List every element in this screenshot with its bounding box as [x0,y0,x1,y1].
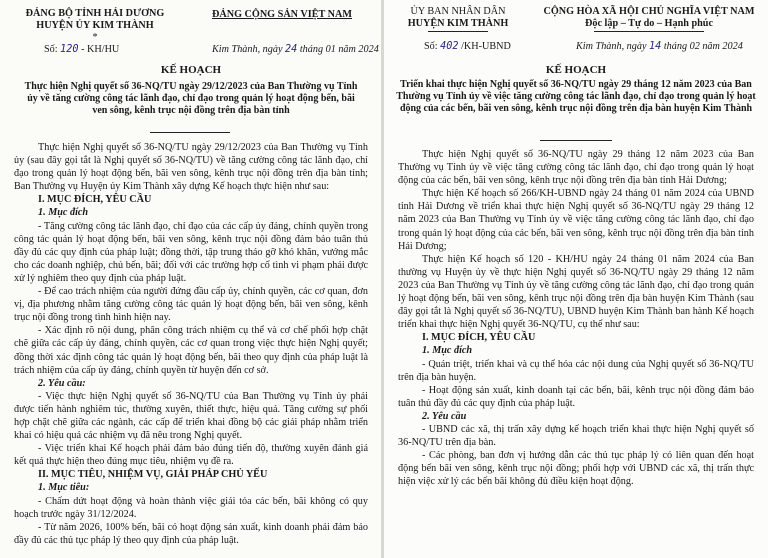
right-paragraph-8: - UBND các xã, thị trấn xây dựng kế hoạch triển khai thực hiện Nghị quyết số 36-NQ/TU trên địa bàn. [398,423,754,449]
right-nation-line1: CỘNG HÒA XÃ HỘI CHỦ NGHĨA VIỆT NAM [543,6,755,17]
right-body [398,148,754,488]
left-paragraph-5: - Xác định rõ nội dung, phân công trách nhiệm cụ thể và cơ chế phối hợp chặt chẽ giữa các cấp ủy đảng, chính quyền, các cơ quan trong việc thực hiện Nghị quyết; đồng thời xác định công tác quản lý hoạt động bến, bãi theo quy định của pháp luật là trách nhiệm của cấp ủy đảng, chính quyền từ huyện đến cơ sở. [14,325,368,376]
left-party-name: ĐẢNG CỘNG SẢN VIỆT NAM [212,9,352,20]
left-paragraph-12: - Từ năm 2026, 100% bến, bãi có hoạt động sản xuất, kinh doanh phải đảm bảo đầy đủ các thủ tục pháp lý theo quy định của pháp luật. [14,521,368,546]
right-paragraph-7: 2. Yêu cầu [422,410,467,422]
right-date-day: 14 [649,41,662,52]
left-date-prefix: Kim Thành, ngày [212,44,283,55]
right-agency-line2: HUYỆN KIM THÀNH [407,17,509,29]
right-doc-type: KẾ HOẠCH [545,64,607,76]
left-agency-block [20,8,170,43]
right-date-prefix: Kim Thành, ngày [576,41,647,52]
left-paragraph-11: - Chấm dứt hoạt động và hoàn thành việc giải tỏa các bến, bãi không có quy hoạch trước ngày 31/12/2024. [14,495,368,520]
left-paragraph-0: Thực hiện Nghị quyết số 36-NQ/TU ngày 29/12/2023 của Ban Thường vụ Tỉnh ủy (sau đây gọi tắt là Nghị quyết số 36-NQ/TU) về tăng cường công tác lãnh đạo, chỉ đạo trong quản lý hoạt động bến, bãi ven sông, kênh trục nội đồng trên địa bàn tỉnh; Ban Thường vụ Huyện ủy Kim Thành xây dựng Kế hoạch thực hiện như sau: [14,142,368,193]
left-agency-line1: ĐẢNG BỘ TỈNH HẢI DƯƠNG [25,8,165,19]
right-doc-no-handwritten: 402 [440,41,459,52]
left-doc-no-handwritten: 120 [60,44,79,55]
right-date-suffix: tháng 02 năm 2024 [663,41,743,52]
right-subtitle: Triển khai thực hiện Nghị quyết số 36-NQ/TU ngày 29 tháng 12 năm 2023 của Ban Thường vụ Tỉnh ủy về việc tăng cường công tác lãnh đạo, chỉ đạo trong quản lý hoạt động của các bến, bãi ven sông, kênh trục nội đồng trên địa bàn huyện Kim Thành [396,79,756,114]
left-paragraph-10: 1. Mục tiêu: [38,482,90,494]
left-paragraph-3: - Tăng cường công tác lãnh đạo, chỉ đạo của các cấp ủy đảng, chính quyền trong công tác quản lý hoạt động bến, bãi ven sông, kênh trục nội đồng đảm bảo tuân thủ đầy đủ các quy định của pháp luật; đồng thời, tập trung tháo gỡ khó khăn, vướng mắc cho các doanh nghiệp, chủ bến, bãi; đối với các trường hợp cố tình vi phạm phải được xử lý nghiêm theo quy định của pháp luật. [14,220,368,284]
right-paragraph-9: - Các phòng, ban đơn vị hướng dẫn các thủ tục pháp lý có liên quan đến hoạt động bến bãi ven sông, kênh trục nội đồng; phối hợp với UBND các xã, thị trấn thực hiện việc xử lý các bến bãi không đủ điều kiện hoạt động. [398,450,754,488]
left-star: * [92,31,98,43]
right-paragraph-4: 1. Mục đích [422,345,473,357]
right-nation-rule [594,31,704,32]
right-date [576,41,743,52]
left-body [14,141,368,547]
right-paragraph-2: Thực hiện Kế hoạch số 120 - KH/HU ngày 24 tháng 01 năm 2024 của Ban thường vụ Huyện ủy về thực hiện Nghị quyết số 36-NQ/TU ngày 29 tháng 12 năm 2023 của Ban Thường vụ Tỉnh ủy về tăng cường công tác lãnh đạo, chỉ đạo trong quản lý hoạt động bến, bãi ven sông, kênh trục nội đồng trên địa bàn huyện Kim Thành (sau đây gọi tắt là Nghị quyết số 36-NQ/TU), UBND huyện Kim Thành ban hành Kế hoạch triển khai thực hiện Nghị quyết 36-NQ/TU, cụ thể như sau: [398,253,754,331]
left-subtitle-rule [150,132,230,133]
left-paragraph-6: 2. Yêu cầu: [38,377,86,389]
left-paragraph-7: - Việc thực hiện Nghị quyết số 36-NQ/TU của Ban Thường vụ Tỉnh ủy phải được tiến hành nghiêm túc, thường xuyên, thiết thực, hiệu quả. Tăng cường sự phối hợp chặt chẽ giữa các ngành, các cấp để triển khai đồng bộ các giải pháp nhằm triển khai có hiệu quả các nhiệm vụ đã nêu trong Nghị quyết. [14,390,368,442]
right-agency-line1: ỦY BAN NHÂN DÂN [410,6,506,17]
right-paragraph-6: - Hoạt động sản xuất, kinh doanh tại các bến, bãi, kênh trục nội đồng đảm bảo tuân thủ đầy đủ các quy định của pháp luật. [398,384,754,409]
right-paragraph-3: I. MỤC ĐÍCH, YÊU CẦU [422,332,536,344]
left-subtitle: Thực hiện Nghị quyết số 36-NQ/TU ngày 29/12/2023 của Ban Thường vụ Tỉnh ủy về tăng cường công tác lãnh đạo, chỉ đạo trong quản lý hoạt động bến, bãi ven sông, kênh trục nội đồng trên địa bàn tỉnh [24,81,358,116]
left-paragraph-9: II. MỤC TIÊU, NHIỆM VỤ, GIẢI PHÁP CHỦ YẾU [38,469,268,481]
right-doc-no-suffix: /KH-UBND [461,41,511,52]
right-paragraph-1: Thực hiện Kế hoạch số 266/KH-UBND ngày 24 tháng 01 năm 2024 của UBND tỉnh Hải Dương về triển khai thực hiện Nghị quyết số 36-NQ/TU ngày 29 tháng 12 năm 2023 của Ban Thường vụ Tỉnh ủy về việc tăng cường công tác lãnh đạo, chỉ đạo trong quản lý hoạt động của các bến, bãi ven sông, kênh trục nội đồng trên địa bàn tỉnh Hải Dương; [398,188,754,252]
left-doc-number [44,44,119,55]
right-paragraph-5: - Quán triệt, triển khai và cụ thể hóa các nội dung của Nghị quyết số 36-NQ/TU trên địa bàn huyện. [398,358,754,383]
left-date-day: 24 [285,44,298,55]
right-doc-number [424,41,511,52]
left-paragraph-1: I. MỤC ĐÍCH, YÊU CẦU [38,194,152,206]
right-paragraph-0: Thực hiện Nghị quyết số 36-NQ/TU ngày 29 tháng 12 năm 2023 của Ban Thường vụ Tỉnh ủy về việc tăng cường công tác lãnh đạo, chỉ đạo trong quản lý hoạt động của các bến, bãi ven sông, kênh trục nội đồng trên địa bàn tỉnh Hải Dương; [398,149,754,187]
right-nation-block [534,6,764,30]
left-date-suffix: tháng 01 năm 2024 [299,44,379,55]
left-doc-type: KẾ HOẠCH [160,64,222,76]
left-agency-line2: HUYỆN ỦY KIM THÀNH [36,19,154,31]
right-nation-line2: Độc lập – Tự do – Hạnh phúc [585,17,713,29]
right-subtitle-rule [540,140,612,141]
left-paragraph-4: - Để cao trách nhiệm của người đứng đầu cấp ủy, chính quyền, các cơ quan, đơn vị, địa phương nhằm tăng cường công tác quản lý hoạt động bến, bãi ven sông, kênh trục nội đồng trong tình hình hiện nay. [14,286,368,324]
right-doc-no-prefix: Số: [424,41,438,52]
right-agency-rule [428,31,488,32]
left-date [212,44,379,55]
left-doc-no-suffix: - KH/HU [81,44,120,55]
left-doc-no-prefix: Số: [44,44,58,55]
right-document-page [384,0,768,558]
left-paragraph-8: - Việc triển khai Kế hoạch phải đảm bảo đúng tiến độ, thường xuyên đánh giá kết quả thực hiện theo đúng mục tiêu, nhiệm vụ đề ra. [14,443,368,468]
left-paragraph-2: 1. Mục đích [38,207,89,219]
left-document-page [0,0,382,558]
right-agency-block [390,6,526,30]
